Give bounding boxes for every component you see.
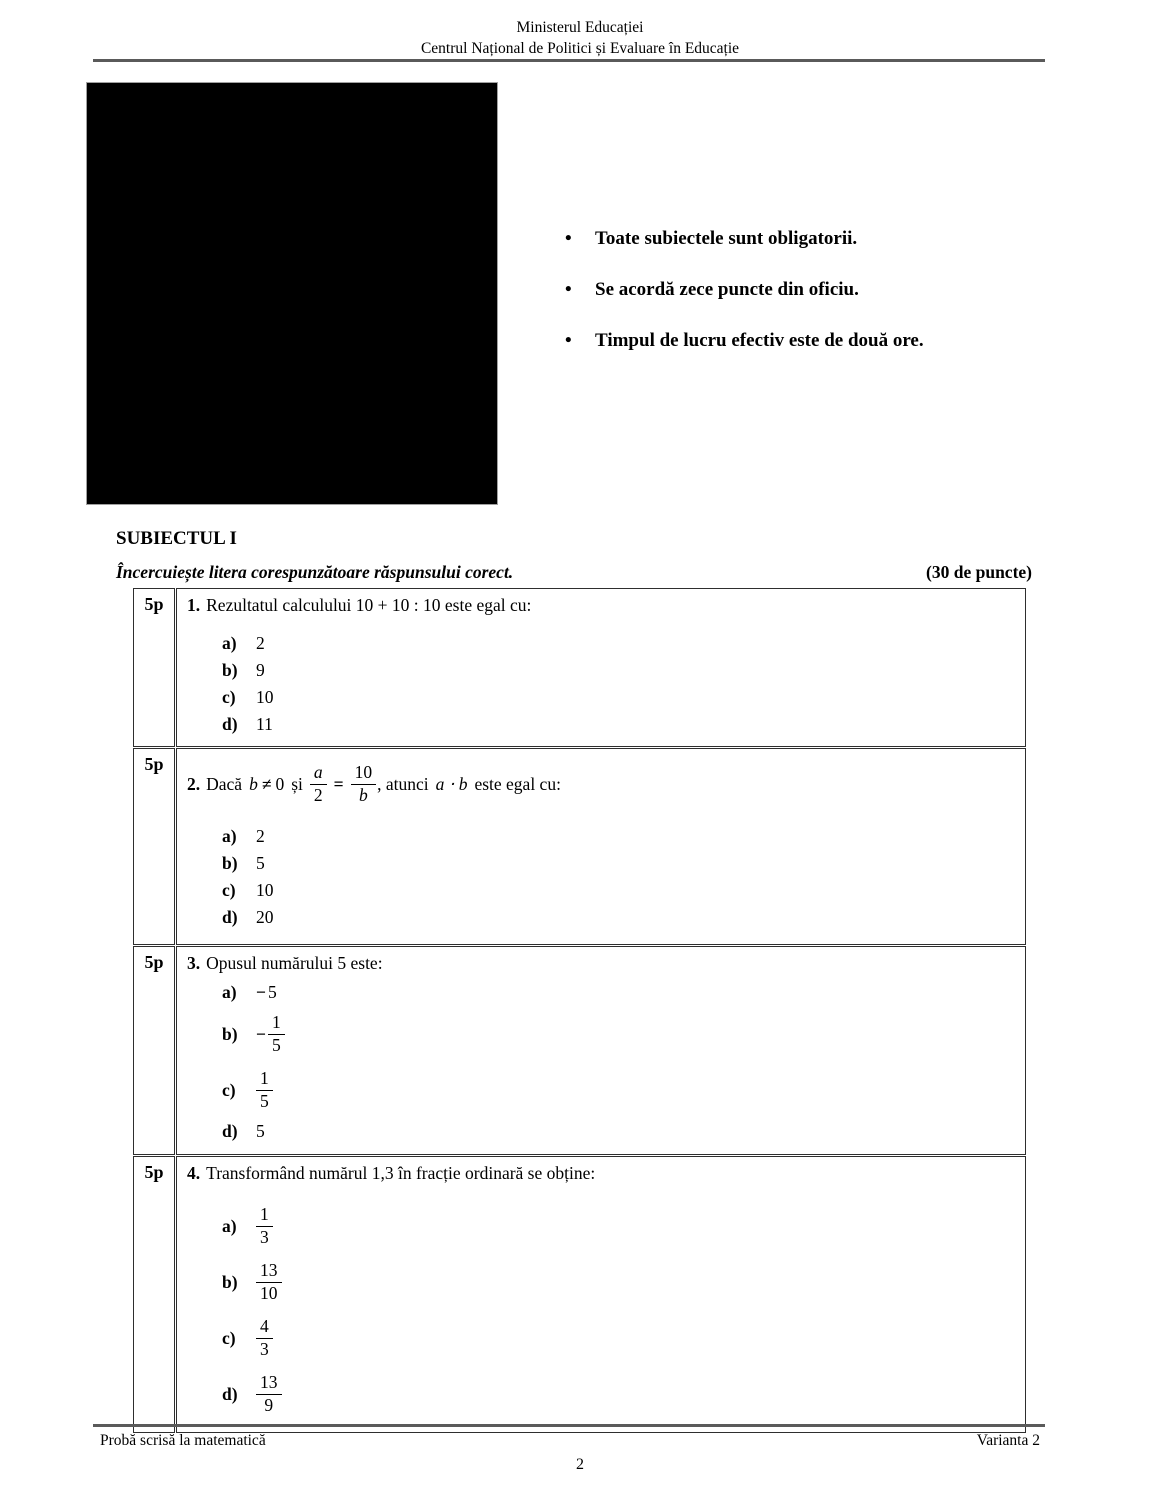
points-cell: 5p	[133, 946, 175, 1155]
fraction-denominator: 9	[256, 1394, 282, 1416]
page-header	[0, 17, 1160, 59]
math-expression: a ⋅ b	[435, 774, 468, 794]
option-label: a)	[222, 826, 237, 846]
question-cell	[176, 946, 1026, 1155]
option-value: 5	[267, 982, 277, 1002]
fraction	[268, 1013, 285, 1055]
option-value: 5	[256, 1121, 265, 1141]
fraction-denominator: 5	[256, 1090, 273, 1112]
option-label: c)	[222, 1079, 236, 1100]
fraction	[310, 763, 327, 805]
question-number: 4.	[187, 1163, 201, 1183]
option-label: b)	[222, 1271, 238, 1292]
option-row	[222, 823, 1015, 850]
option-label: b)	[222, 660, 238, 680]
question-row	[133, 588, 1026, 747]
question-cell	[176, 1156, 1026, 1433]
option-label: c)	[222, 880, 236, 900]
question-row	[133, 1156, 1026, 1433]
option-label: d)	[222, 1383, 238, 1404]
option-row	[222, 684, 1015, 711]
option-value: 2	[256, 826, 265, 846]
fraction	[351, 763, 377, 805]
questions-table	[132, 587, 1027, 1434]
option-row	[222, 1118, 1015, 1145]
option-label: b)	[222, 1023, 238, 1044]
option-row	[222, 1062, 1015, 1118]
fraction	[256, 1069, 273, 1111]
option-value: 2	[256, 633, 265, 653]
option-value: 20	[256, 907, 274, 927]
option-row	[222, 1006, 1015, 1062]
instruction-text: Încercuiește litera corespunzătoare răspunsului corect.	[116, 562, 514, 582]
math-number: 0	[275, 774, 285, 794]
option-value: 9	[256, 660, 265, 680]
minus-sign: −	[256, 982, 266, 1002]
option-label: d)	[222, 1121, 238, 1141]
notice-item	[565, 279, 1035, 301]
points-cell: 5p	[133, 748, 175, 945]
question-text: Rezultatul calculului 10 + 10 : 10 este egal cu:	[206, 595, 532, 615]
points-cell: 5p	[133, 1156, 175, 1433]
question-stem	[187, 1161, 1015, 1185]
fraction-numerator: 13	[260, 1371, 278, 1392]
option-label: a)	[222, 1215, 237, 1236]
options-list	[222, 1198, 1015, 1422]
fraction-denominator: 2	[310, 784, 327, 806]
question-stem	[187, 951, 1015, 975]
question-number: 3.	[187, 953, 201, 973]
notice-text: Toate subiectele sunt obligatorii.	[595, 228, 858, 249]
fraction	[256, 1205, 273, 1247]
fraction-numerator: a	[313, 761, 323, 782]
fraction-denominator: 10	[256, 1282, 282, 1304]
fraction-numerator: 13	[260, 1259, 278, 1280]
option-label: c)	[222, 1327, 236, 1348]
notice-item	[565, 330, 1035, 352]
fraction-numerator: 1	[260, 1067, 269, 1088]
notice-text: Timpul de lucru efectiv este de două ore.	[595, 330, 924, 351]
bullet-icon: •	[565, 279, 572, 300]
options-list	[222, 630, 1015, 738]
option-label: d)	[222, 907, 238, 927]
option-row	[222, 657, 1015, 684]
points-cell: 5p	[133, 588, 175, 747]
fraction-numerator: 4	[260, 1315, 269, 1336]
option-row	[222, 711, 1015, 738]
option-row	[222, 630, 1015, 657]
header-center: Centrul Național de Politici și Evaluare în Educație	[420, 40, 740, 57]
question-number: 2.	[187, 774, 201, 794]
question-cell	[176, 588, 1026, 747]
page-number: 2	[576, 1456, 584, 1473]
section-title: SUBIECTUL I	[116, 528, 237, 549]
header-ministry: Ministerul Educației	[516, 19, 644, 36]
fraction	[256, 1373, 282, 1415]
option-row	[222, 1366, 1015, 1422]
question-row	[133, 748, 1026, 945]
fraction	[256, 1261, 282, 1303]
option-label: a)	[222, 982, 237, 1002]
option-value: 10	[256, 687, 274, 707]
page-footer	[100, 1432, 1040, 1450]
fraction-denominator: 3	[256, 1226, 273, 1248]
bullet-icon: •	[565, 228, 572, 249]
fraction	[256, 1317, 273, 1359]
option-row	[222, 904, 1015, 931]
fraction-numerator: 10	[354, 761, 373, 782]
section-points: (30 de puncte)	[926, 562, 1032, 582]
stem-text: , atunci	[377, 774, 429, 794]
question-stem	[187, 753, 1015, 815]
notice-list	[565, 228, 1035, 381]
notice-text: Se acordă zece puncte din oficiu.	[595, 279, 859, 300]
option-value: 5	[256, 853, 265, 873]
fraction-denominator: 5	[268, 1034, 285, 1056]
option-value: 10	[256, 880, 274, 900]
option-row	[222, 850, 1015, 877]
notice-item	[565, 228, 1035, 250]
not-equal-sign: ≠	[261, 774, 272, 794]
option-row	[222, 1310, 1015, 1366]
stem-text: Dacă	[206, 774, 243, 794]
fraction-denominator: b	[351, 784, 377, 806]
bullet-icon: •	[565, 330, 572, 351]
fraction-numerator: 1	[260, 1203, 269, 1224]
stem-text: și	[291, 774, 303, 794]
minus-sign: −	[256, 1023, 266, 1044]
question-cell	[176, 748, 1026, 945]
question-row	[133, 946, 1026, 1155]
header-divider	[93, 59, 1045, 62]
equals-sign: =	[333, 774, 344, 794]
fraction-denominator: 3	[256, 1338, 273, 1360]
option-label: d)	[222, 714, 238, 734]
math-variable: b	[249, 774, 258, 794]
option-row	[222, 877, 1015, 904]
options-list	[222, 823, 1015, 931]
option-row	[222, 1254, 1015, 1310]
footer-divider	[93, 1424, 1045, 1427]
question-text: Opusul numărului 5 este:	[206, 953, 383, 973]
option-value: 11	[256, 714, 273, 734]
question-stem	[187, 593, 1015, 617]
instruction-row	[116, 562, 1032, 583]
options-list	[222, 979, 1015, 1145]
question-text: Transformând numărul 1,3 în fracție ordinară se obține:	[206, 1163, 596, 1183]
option-row	[222, 979, 1015, 1006]
redacted-image-block	[86, 82, 498, 505]
stem-text: este egal cu:	[474, 774, 561, 794]
option-row	[222, 1198, 1015, 1254]
fraction-numerator: 1	[271, 1011, 281, 1032]
footer-right: Varianta 2	[976, 1432, 1040, 1449]
question-number: 1.	[187, 595, 201, 615]
option-label: b)	[222, 853, 238, 873]
option-label: a)	[222, 633, 237, 653]
footer-left: Probă scrisă la matematică	[100, 1432, 266, 1449]
option-label: c)	[222, 687, 236, 707]
